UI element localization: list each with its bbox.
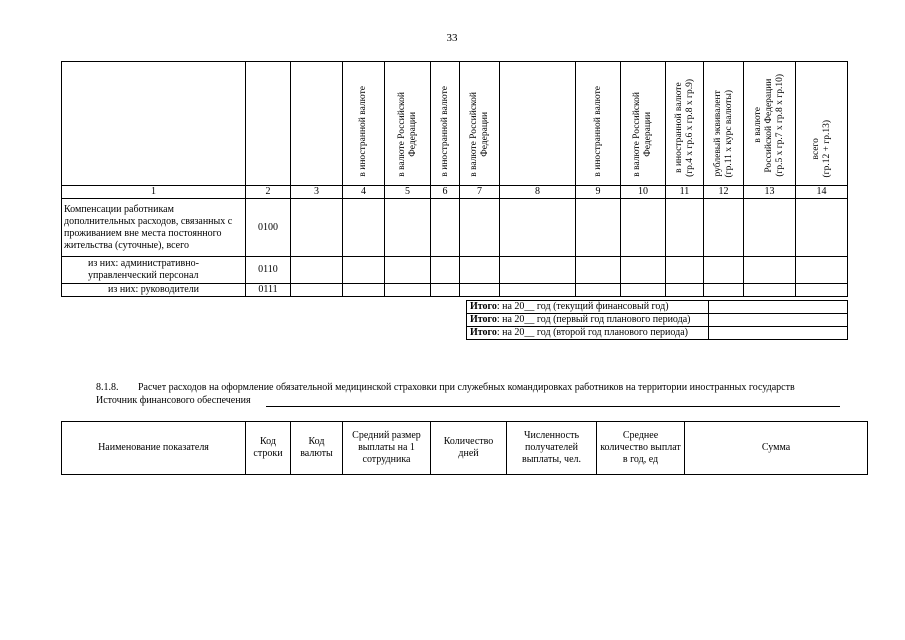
data-cell[interactable] (291, 257, 343, 284)
data-cell[interactable] (343, 199, 385, 257)
table-header-row (62, 422, 868, 475)
header-cell (291, 62, 343, 186)
data-cell[interactable] (460, 199, 500, 257)
data-cell[interactable] (431, 284, 460, 297)
header-cell: в иностранной валюте (576, 62, 621, 186)
totals-label: Итого: на 20__ год (текущий финансовый год) (467, 301, 709, 314)
data-cell[interactable] (291, 284, 343, 297)
header-cell (500, 62, 576, 186)
data-cell[interactable] (666, 257, 704, 284)
totals-table (466, 300, 848, 340)
header-cell: в валюте Российской Федерации (385, 62, 431, 186)
column-number: 11 (666, 186, 704, 199)
data-cell[interactable] (500, 199, 576, 257)
data-cell[interactable] (291, 199, 343, 257)
table-row (62, 284, 848, 297)
page-number: 33 (446, 32, 458, 44)
totals-value-cell[interactable] (709, 301, 848, 314)
section-heading (96, 382, 856, 394)
data-cell[interactable] (385, 284, 431, 297)
data-cell[interactable] (744, 257, 796, 284)
column-number: 12 (704, 186, 744, 199)
header-cell: Численность получателей выплаты, чел. (507, 422, 597, 475)
data-cell[interactable] (704, 284, 744, 297)
header-cell (246, 62, 291, 186)
data-cell[interactable] (796, 284, 848, 297)
data-cell[interactable] (385, 257, 431, 284)
column-number: 5 (385, 186, 431, 199)
column-number: 1 (62, 186, 246, 199)
column-number: 6 (431, 186, 460, 199)
data-cell[interactable] (666, 199, 704, 257)
column-number: 13 (744, 186, 796, 199)
totals-label: Итого: на 20__ год (первый год планового периода) (467, 314, 709, 327)
data-cell[interactable] (621, 257, 666, 284)
header-cell: в иностранной валюте (431, 62, 460, 186)
row-label: Компенсации работникам дополнительных расходов, связанных с проживанием вне места постоянного жительства (суточные), всего (62, 199, 246, 257)
column-number-row (62, 186, 848, 199)
data-cell[interactable] (460, 284, 500, 297)
data-cell[interactable] (343, 257, 385, 284)
totals-row (467, 301, 848, 314)
header-cell: Код строки (246, 422, 291, 475)
header-cell: Среднее количество выплат в год, ед (597, 422, 685, 475)
data-cell[interactable] (431, 257, 460, 284)
funding-source-field[interactable] (266, 406, 840, 407)
compensation-table (61, 61, 848, 297)
data-cell[interactable] (460, 257, 500, 284)
header-cell: в валюте Российской Федерации (гр.5 x гр.7 x гр.8 x гр.10) (744, 62, 796, 186)
totals-value-cell[interactable] (709, 314, 848, 327)
header-cell: рублевый эквивалент (гр.11 x курс валюты) (704, 62, 744, 186)
column-number: 14 (796, 186, 848, 199)
header-cell: всего (гр.12 + гр.13) (796, 62, 848, 186)
data-cell[interactable] (576, 284, 621, 297)
data-cell[interactable] (704, 257, 744, 284)
row-label: из них: административно-управленческий персонал (62, 257, 246, 284)
column-number: 3 (291, 186, 343, 199)
totals-value-cell[interactable] (709, 327, 848, 340)
funding-source-label: Источник финансового обеспечения (96, 395, 251, 406)
header-cell: Средний размер выплаты на 1 сотрудника (343, 422, 431, 475)
column-number: 4 (343, 186, 385, 199)
header-cell (62, 62, 246, 186)
header-cell: в валюте Российской Федерации (621, 62, 666, 186)
data-cell[interactable] (343, 284, 385, 297)
column-number: 9 (576, 186, 621, 199)
data-cell[interactable] (704, 199, 744, 257)
data-cell[interactable] (500, 284, 576, 297)
data-cell[interactable] (500, 257, 576, 284)
header-cell: в валюте Российской Федерации (460, 62, 500, 186)
data-cell[interactable] (621, 199, 666, 257)
column-number: 2 (246, 186, 291, 199)
data-cell[interactable] (576, 257, 621, 284)
header-cell: Наименование показателя (62, 422, 246, 475)
header-cell: в иностранной валюте (гр.4 x гр.6 x гр.8 x гр.9) (666, 62, 704, 186)
header-cell: в иностранной валюте (343, 62, 385, 186)
table-header-row (62, 62, 848, 186)
data-cell[interactable] (431, 199, 460, 257)
data-cell[interactable] (744, 284, 796, 297)
column-number: 8 (500, 186, 576, 199)
data-cell[interactable] (576, 199, 621, 257)
table-row (62, 199, 848, 257)
column-number: 7 (460, 186, 500, 199)
column-number: 10 (621, 186, 666, 199)
data-cell[interactable] (666, 284, 704, 297)
totals-row (467, 314, 848, 327)
row-code: 0100 (246, 199, 291, 257)
header-cell: Сумма (685, 422, 868, 475)
header-cell: Количество дней (431, 422, 507, 475)
data-cell[interactable] (796, 257, 848, 284)
data-cell[interactable] (385, 199, 431, 257)
section-number: 8.1.8. (96, 382, 119, 393)
row-code: 0110 (246, 257, 291, 284)
data-cell[interactable] (796, 199, 848, 257)
totals-row (467, 327, 848, 340)
row-label: из них: руководители (62, 284, 246, 297)
table-row (62, 257, 848, 284)
row-code: 0111 (246, 284, 291, 297)
header-cell: Код валюты (291, 422, 343, 475)
totals-label: Итого: на 20__ год (второй год планового периода) (467, 327, 709, 340)
insurance-table (61, 421, 868, 475)
data-cell[interactable] (621, 284, 666, 297)
data-cell[interactable] (744, 199, 796, 257)
section-title: Расчет расходов на оформление обязательной медицинской страховки при служебных командировках работников на территории иностранных государств (138, 382, 795, 393)
